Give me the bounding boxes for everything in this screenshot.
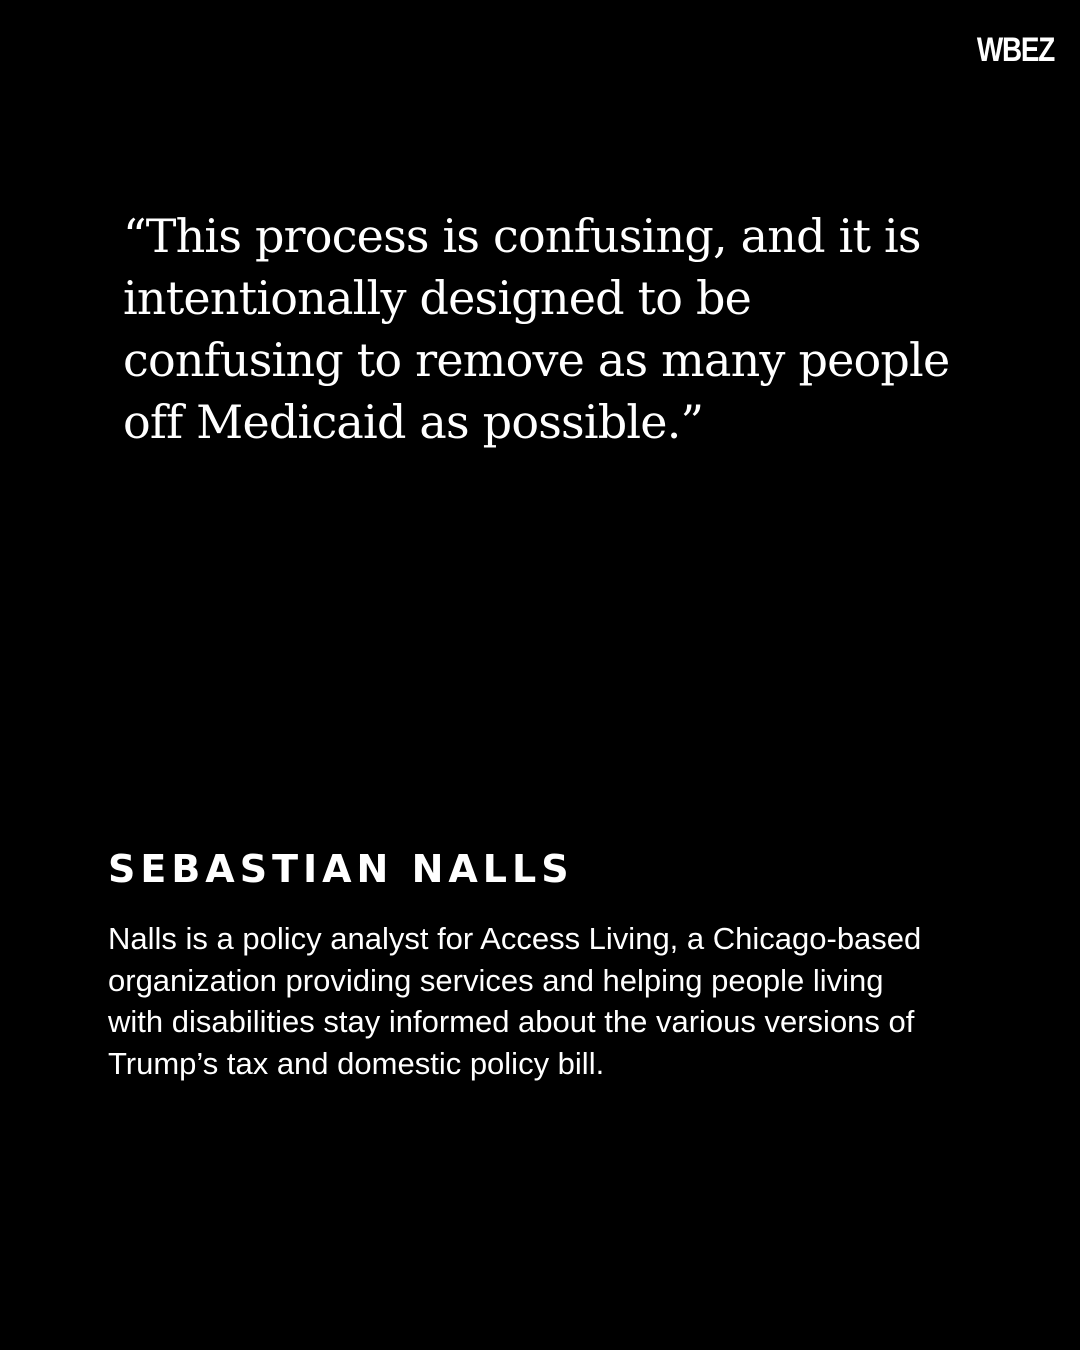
pull-quote: “This process is confusing, and it is intentionally designed to be confusing to remove as many people off Medicaid as possible.” — [123, 209, 950, 449]
speaker-name: SEBASTIAN NALLS — [108, 847, 574, 891]
wbez-logo: WBEZ — [976, 31, 1054, 69]
speaker-bio: Nalls is a policy analyst for Access Living, a Chicago-based organization providing services and helping people living with disabilities stay informed about the various versions of Trump’s tax and domestic policy bill. — [108, 921, 922, 1081]
